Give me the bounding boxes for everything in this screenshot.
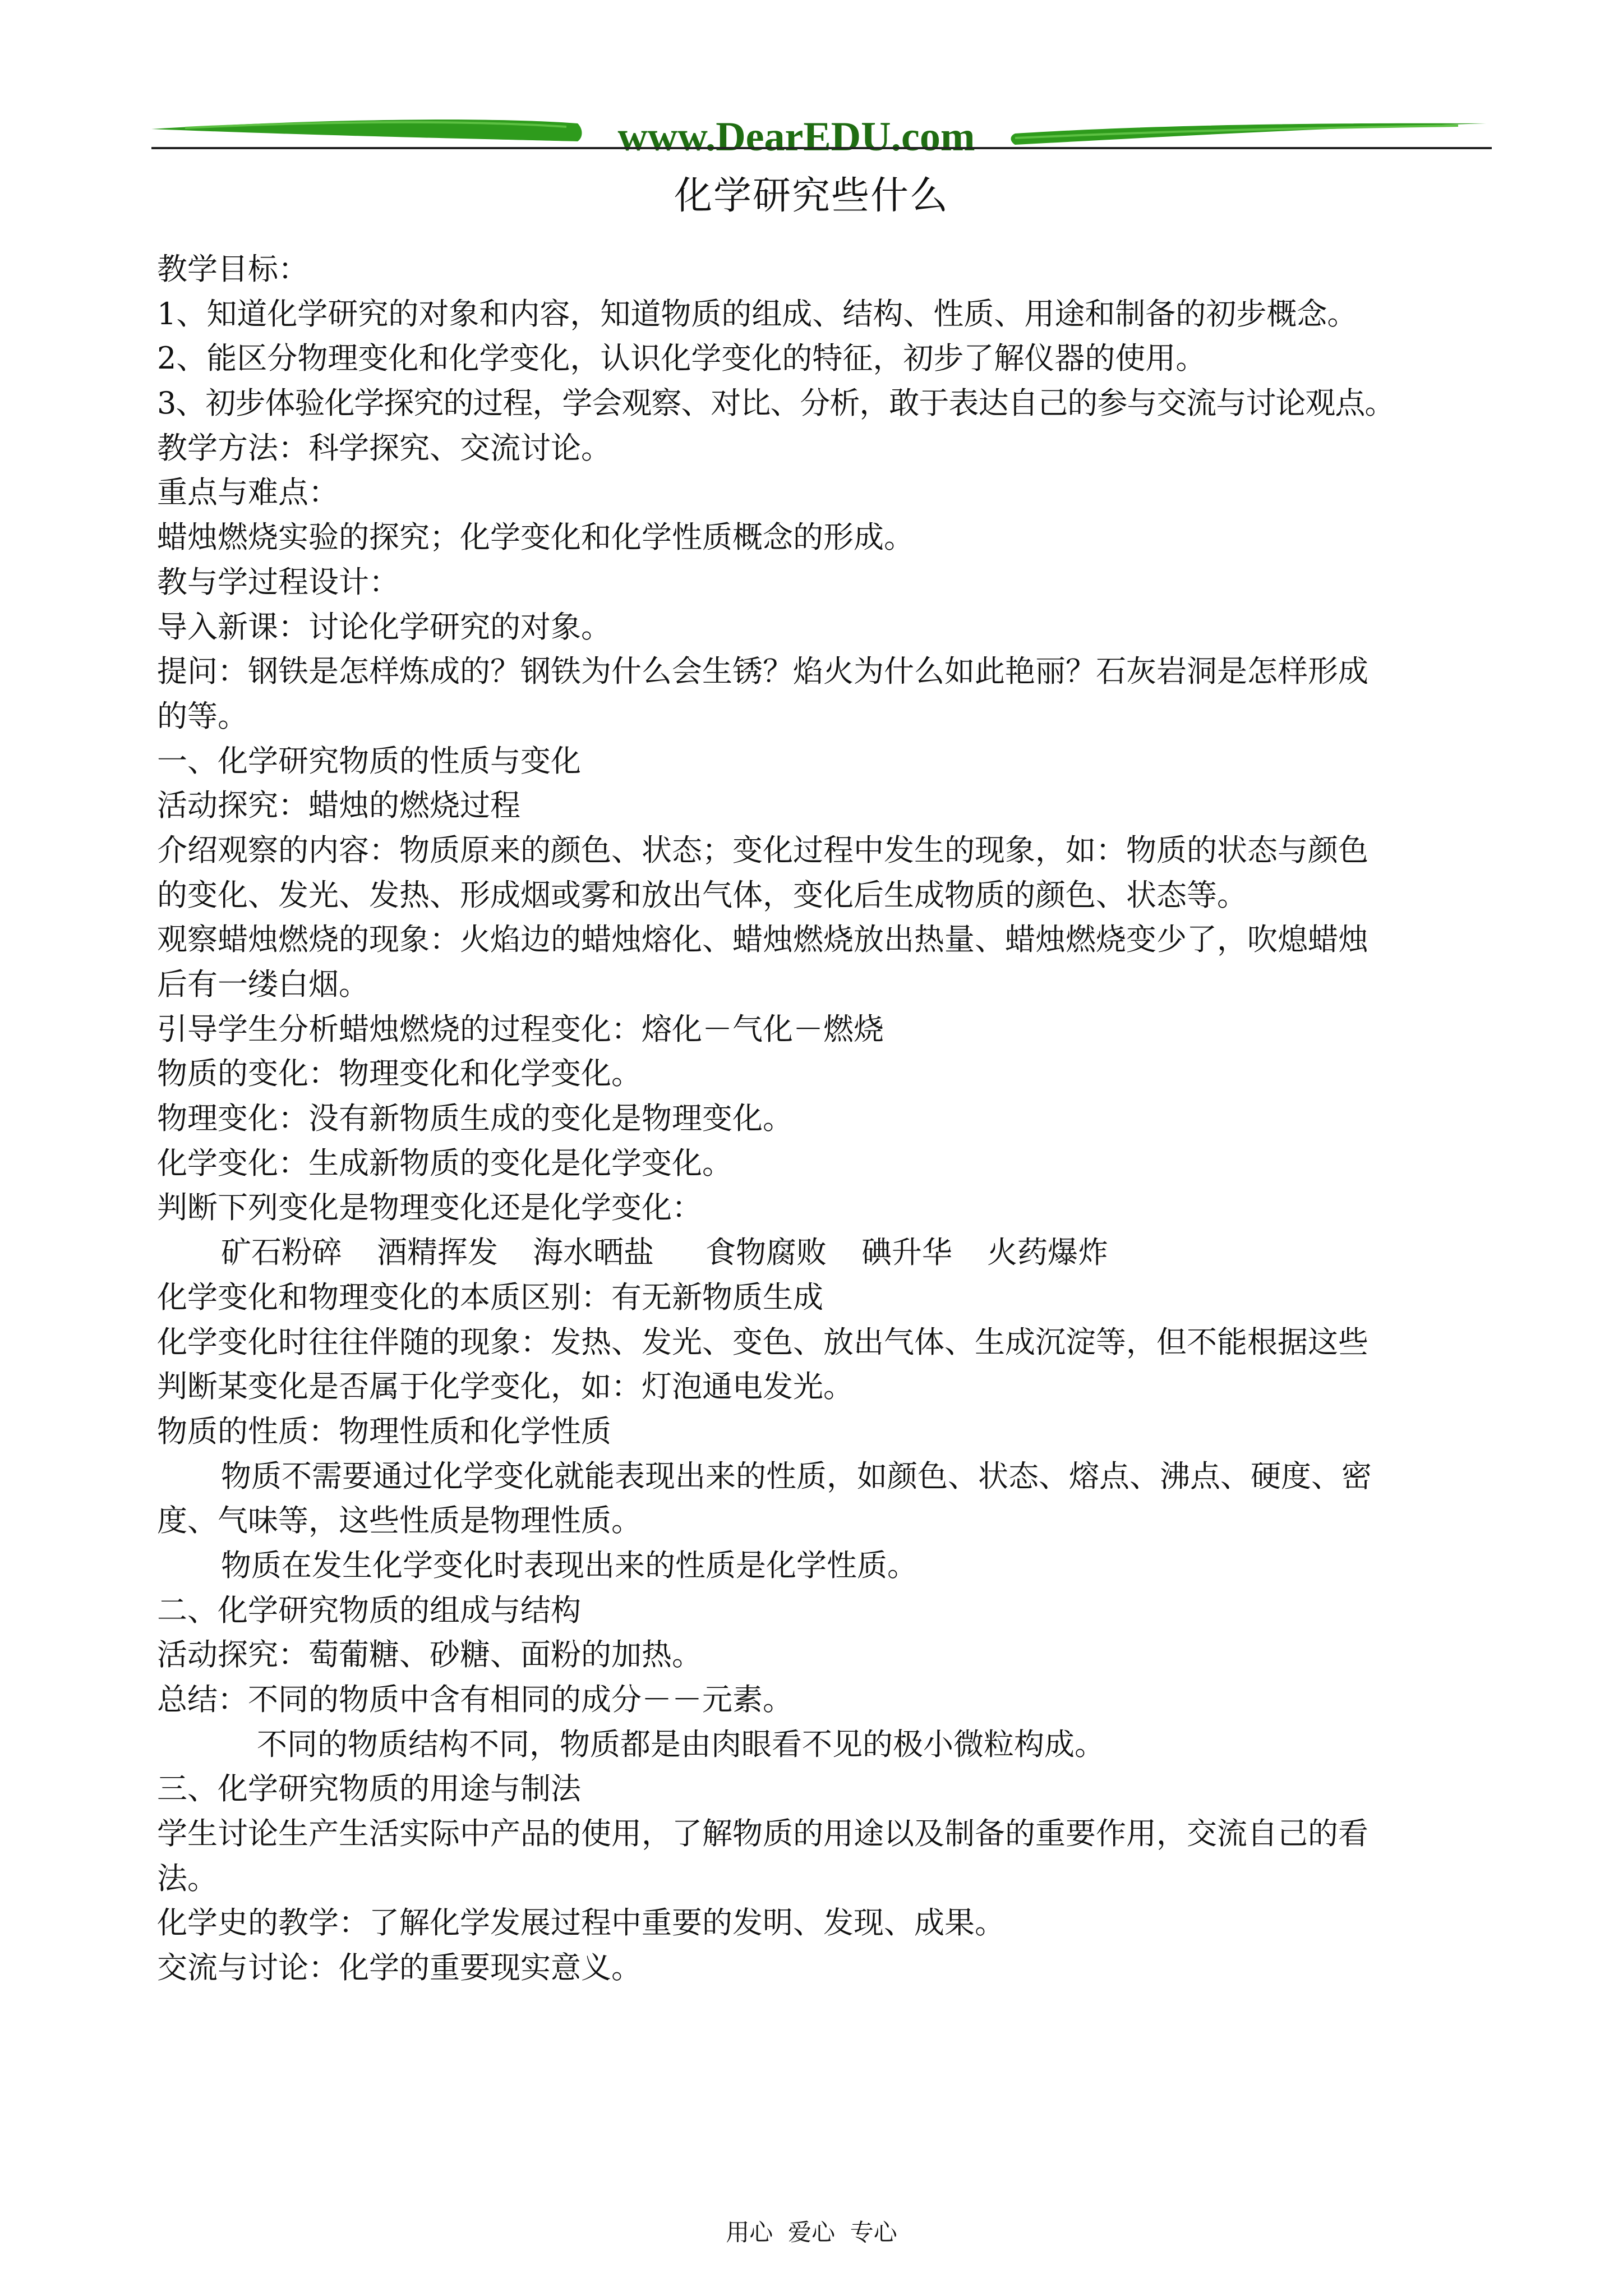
section-heading: 一、化学研究物质的性质与变化: [157, 743, 581, 779]
text-line: 教学目标：: [157, 251, 308, 287]
text-line: 引导学生分析蜡烛燃烧的过程变化：熔化－气化－燃烧: [157, 1011, 884, 1047]
text-line: 蜡烛燃烧实验的探究；化学变化和化学性质概念的形成。: [157, 519, 914, 555]
text-line: 物质的变化：物理变化和化学变化。: [157, 1056, 642, 1092]
text-line: 化学史的教学：了解化学发展过程中重要的发明、发现、成果。: [157, 1905, 1005, 1941]
section-heading: 三、化学研究物质的用途与制法: [157, 1771, 581, 1807]
example-item: 碘升华: [861, 1235, 952, 1271]
text-line: 的等。: [157, 698, 248, 734]
examples-row: [157, 1230, 1492, 1275]
text-line: 物质不需要通过化学变化就能表现出来的性质，如颜色、状态、熔点、沸点、硬度、密: [221, 1458, 1372, 1494]
text-line: 度、气味等，这些性质是物理性质。: [157, 1503, 642, 1539]
text-line: 判断下列变化是物理变化还是化学变化：: [157, 1190, 702, 1226]
text-line: 导入新课：讨论化学研究的对象。: [157, 609, 611, 645]
text-line: 后有一缕白烟。: [157, 967, 369, 1002]
text-line: 判断某变化是否属于化学变化，如：灯泡通电发光。: [157, 1369, 854, 1405]
text-line: 介绍观察的内容：物质原来的颜色、状态；变化过程中发生的现象，如：物质的状态与颜色: [157, 832, 1368, 868]
text-line: 学生讨论生产生活实际中产品的使用，了解物质的用途以及制备的重要作用，交流自己的看: [157, 1816, 1368, 1852]
text-line: 不同的物质结构不同，物质都是由肉眼看不见的极小微粒构成。: [257, 1726, 1105, 1762]
text-line: 教学方法：科学探究、交流讨论。: [157, 430, 611, 466]
text-line: 1、知道化学研究的对象和内容，知道物质的组成、结构、性质、用途和制备的初步概念。: [157, 296, 1358, 332]
text-line: 的变化、发光、发热、形成烟或雾和放出气体，变化后生成物质的颜色、状态等。: [157, 877, 1247, 913]
text-line: 重点与难点：: [157, 475, 339, 510]
example-item: 酒精挥发: [377, 1235, 498, 1271]
text-line: 物质在发生化学变化时表现出来的性质是化学性质。: [221, 1547, 917, 1583]
section-heading: 二、化学研究物质的组成与结构: [157, 1592, 581, 1628]
page-footer: 用心 爱心 专心: [726, 2219, 897, 2246]
text-line: 教与学过程设计：: [157, 564, 399, 600]
text-line: 交流与讨论：化学的重要现实意义。: [157, 1950, 642, 1986]
page-title: 化学研究些什么: [674, 174, 949, 218]
text-line: 活动探究：蜡烛的燃烧过程: [157, 788, 520, 823]
text-line: 3、初步体验化学探究的过程，学会观察、对比、分析，敢于表达自己的参与交流与讨论观点。: [157, 385, 1395, 421]
example-item: 食物腐败: [706, 1235, 827, 1271]
text-line: 物理变化：没有新物质生成的变化是物理变化。: [157, 1101, 793, 1137]
banner-text: www.DearEDU.com: [617, 114, 975, 157]
text-line: 总结：不同的物质中含有相同的成分－－元素。: [157, 1682, 793, 1717]
text-line: 提问：钢铁是怎样炼成的？钢铁为什么会生锈？焰火为什么如此艳丽？石灰岩洞是怎样形成: [157, 654, 1368, 689]
text-line: 活动探究：萄葡糖、砂糖、面粉的加热。: [157, 1637, 702, 1673]
text-line: 化学变化和物理变化的本质区别：有无新物质生成: [157, 1279, 823, 1315]
site-banner: [151, 107, 1486, 157]
banner-swoosh-graphic: [151, 107, 1486, 157]
text-line: 化学变化时往往伴随的现象：发热、发光、变色、放出气体、生成沉淀等，但不能根据这些: [157, 1324, 1368, 1360]
text-line: 物质的性质：物理性质和化学性质: [157, 1413, 611, 1449]
text-line: 化学变化：生成新物质的变化是化学变化。: [157, 1145, 732, 1181]
document-body: [157, 247, 1492, 1990]
text-line: 2、能区分物理变化和化学变化，认识化学变化的特征，初步了解仪器的使用。: [157, 341, 1206, 376]
example-item: 火药爆炸: [987, 1235, 1108, 1271]
header-divider: [151, 147, 1492, 149]
text-line: 法。: [157, 1860, 218, 1896]
text-line: 观察蜡烛燃烧的现象：火焰边的蜡烛熔化、蜡烛燃烧放出热量、蜡烛燃烧变少了，吹熄蜡烛: [157, 922, 1368, 958]
example-item: 矿石粉碎: [221, 1235, 342, 1271]
example-item: 海水晒盐: [533, 1235, 654, 1271]
